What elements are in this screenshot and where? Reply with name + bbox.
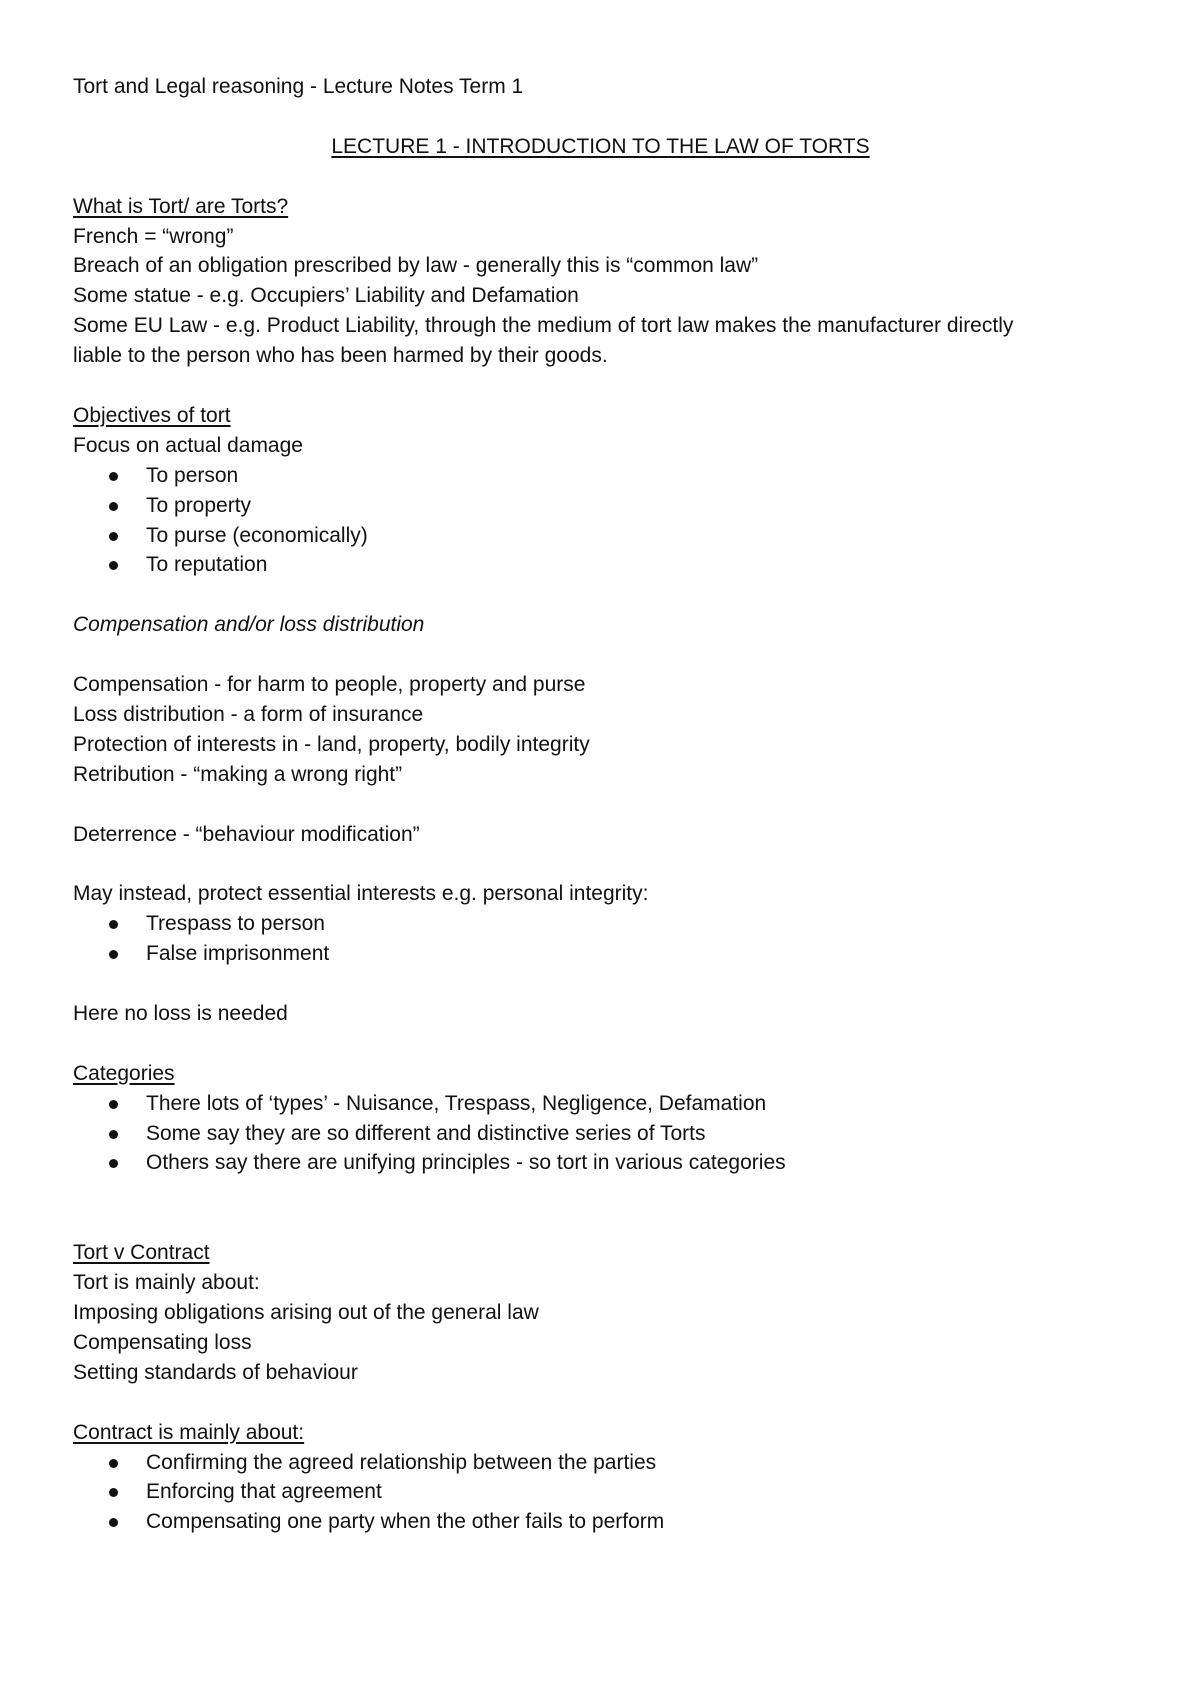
list-item	[73, 550, 1128, 580]
spacer	[73, 849, 1128, 879]
bullet-list	[73, 1089, 1128, 1179]
spacer	[73, 790, 1128, 820]
spacer	[73, 102, 1128, 132]
text-line: Setting standards of behaviour	[73, 1360, 358, 1384]
text-line: Retribution - “making a wrong right”	[73, 762, 403, 786]
section-heading: Tort v Contract	[73, 1241, 210, 1265]
bullet-icon	[109, 1518, 118, 1527]
text-line: Here no loss is needed	[73, 1001, 288, 1025]
spacer	[73, 371, 1128, 401]
list-item	[73, 521, 1128, 551]
section-objectives	[73, 401, 1128, 580]
section-heading: What is Tort/ are Torts?	[73, 194, 289, 218]
list-item	[73, 491, 1128, 521]
document-title: Tort and Legal reasoning - Lecture Notes Term 1	[73, 75, 524, 98]
bullet-list	[73, 1448, 1128, 1538]
bullet-icon	[109, 920, 118, 929]
list-item	[73, 1148, 1128, 1178]
list-item-text: Some say they are so different and distinctive series of Torts	[146, 1121, 706, 1145]
list-item-text: To purse (economically)	[146, 523, 368, 547]
text-line: Some statue - e.g. Occupiers’ Liability and Defamation	[73, 284, 579, 308]
list-item-text: Enforcing that agreement	[146, 1480, 382, 1504]
list-item	[73, 461, 1128, 491]
list-item	[73, 1089, 1128, 1119]
spacer	[73, 580, 1128, 610]
spacer	[73, 1208, 1128, 1238]
bullet-list	[73, 461, 1128, 581]
text-line: Focus on actual damage	[73, 433, 303, 457]
list-item-text: To property	[146, 493, 252, 517]
section-compensation	[73, 610, 1128, 1029]
list-item	[73, 909, 1128, 939]
spacer	[73, 162, 1128, 192]
spacer	[73, 1178, 1128, 1208]
spacer	[73, 640, 1128, 670]
text-line: French = “wrong”	[73, 224, 234, 248]
bullet-icon	[109, 1130, 118, 1139]
list-item	[73, 1448, 1128, 1478]
section-contract	[73, 1418, 1128, 1538]
bullet-list	[73, 909, 1128, 969]
text-line: Protection of interests in - land, property, bodily integrity	[73, 732, 590, 756]
list-item-text: Compensating one party when the other fails to perform	[146, 1510, 665, 1534]
spacer	[73, 969, 1128, 999]
list-item-text: There lots of ‘types’ - Nuisance, Trespass, Negligence, Defamation	[146, 1091, 767, 1115]
spacer	[73, 1388, 1128, 1418]
bullet-icon	[109, 1159, 118, 1168]
section-categories	[73, 1059, 1128, 1179]
bullet-icon	[109, 472, 118, 481]
text-line: Some EU Law - e.g. Product Liability, through the medium of tort law makes the manufacturer directly	[73, 314, 1014, 338]
list-item-text: False imprisonment	[146, 942, 330, 966]
bullet-icon	[109, 1100, 118, 1109]
list-item	[73, 1119, 1128, 1149]
text-line: liable to the person who has been harmed by their goods.	[73, 344, 608, 368]
list-item	[73, 1507, 1128, 1537]
list-item	[73, 939, 1128, 969]
section-what-is-tort	[73, 192, 1128, 371]
list-item-text: Confirming the agreed relationship between the parties	[146, 1450, 657, 1474]
bullet-icon	[109, 1459, 118, 1468]
text-line: Loss distribution - a form of insurance	[73, 702, 424, 726]
bullet-icon	[109, 950, 118, 959]
text-line: Imposing obligations arising out of the general law	[73, 1300, 539, 1324]
bullet-icon	[109, 561, 118, 570]
list-item-text: Trespass to person	[146, 912, 325, 936]
section-heading: Objectives of tort	[73, 403, 231, 427]
bullet-icon	[109, 502, 118, 511]
text-line: Compensation - for harm to people, property and purse	[73, 673, 586, 697]
bullet-icon	[109, 1488, 118, 1497]
list-item-text: To reputation	[146, 553, 268, 577]
lecture-heading: LECTURE 1 - INTRODUCTION TO THE LAW OF TORTS	[331, 134, 870, 158]
list-item-text: Others say there are unifying principles - so tort in various categories	[146, 1151, 786, 1175]
spacer	[73, 1029, 1128, 1059]
text-line: Deterrence - “behaviour modification”	[73, 822, 420, 846]
italic-subheading: Compensation and/or loss distribution	[73, 613, 425, 637]
list-item-text: To person	[146, 463, 239, 487]
text-line: Compensating loss	[73, 1330, 252, 1354]
text-line: Tort is mainly about:	[73, 1271, 260, 1295]
section-tort-v-contract	[73, 1238, 1128, 1388]
section-heading: Contract is mainly about:	[73, 1420, 305, 1444]
text-line: Breach of an obligation prescribed by law - generally this is “common law”	[73, 254, 759, 278]
bullet-icon	[109, 532, 118, 541]
text-line: May instead, protect essential interests e.g. personal integrity:	[73, 882, 649, 906]
list-item	[73, 1477, 1128, 1507]
section-heading: Categories	[73, 1061, 175, 1085]
